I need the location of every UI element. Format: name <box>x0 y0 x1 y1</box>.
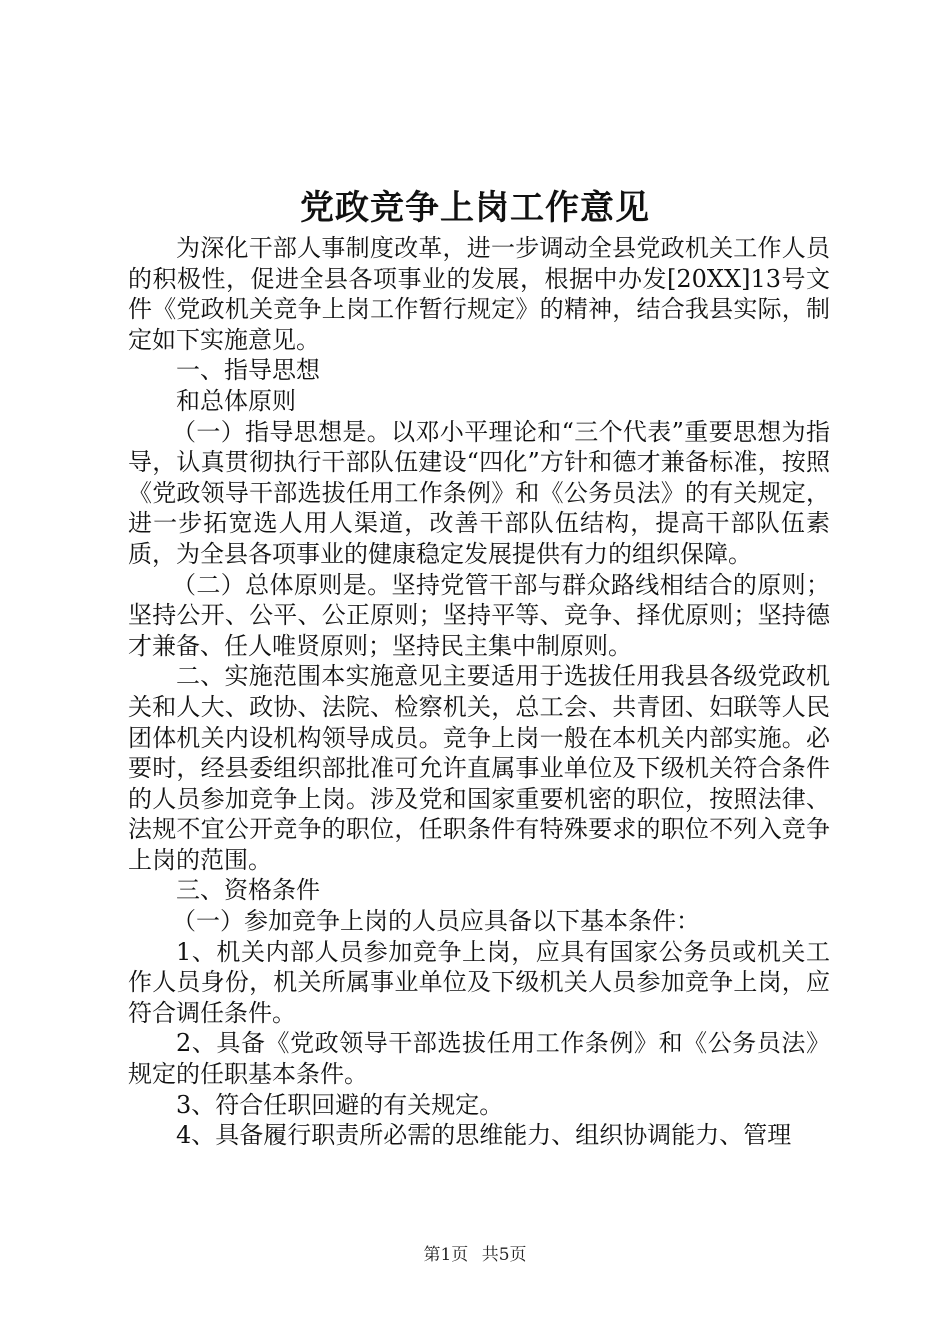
paragraph-guiding-thought: （一）指导思想是。以邓小平理论和“三个代表”重要思想为指导，认真贯彻执行干部队伍建设“四化”方针和德才兼备标准，按照《党政领导干部选拔任用工作条例》和《公务员法》的有关规定，进一步拓宽选人用人渠道，改善干部队伍结构，提高干部队伍素质，为全县各项事业的健康稳定发展提供有力的组织保障。 <box>128 417 830 568</box>
list-item-condition-1: 1、机关内部人员参加竞争上岗，应具有国家公务员或机关工作人员身份，机关所属事业单位及下级机关人员参加竞争上岗，应符合调任条件。 <box>128 937 830 1027</box>
paragraph-general-principles: （二）总体原则是。坚持党管干部与群众路线相结合的原则；坚持公开、公平、公正原则；坚持平等、竞争、择优原则；坚持德才兼备、任人唯贤原则；坚持民主集中制原则。 <box>128 570 830 660</box>
page-footer <box>0 1243 950 1267</box>
list-item-condition-2: 2、具备《党政领导干部选拔任用工作条例》和《公务员法》规定的任职基本条件。 <box>128 1029 830 1089</box>
intro-paragraph: 为深化干部人事制度改革，进一步调动全县党政机关工作人员的积极性，促进全县各项事业的发展，根据中办发[20XX]13号文件《党政机关竞争上岗工作暂行规定》的精神，结合我县实际，制定如下实施意见。 <box>128 234 830 354</box>
page-number-total: 共5页 <box>481 1245 527 1265</box>
paragraph-scope: 二、实施范围本实施意见主要适用于选拔任用我县各级党政机关和人大、政协、法院、检察机关，总工会、共青团、妇联等人民团体机关内设机构领导成员。竞争上岗一般在本机关内部实施。必要时，经县委组织部批准可允许直属事业单位及下级机关符合条件的人员参加竞争上岗。涉及党和国家重要机密的职位，按照法律、法规不宜公开竞争的职位，任职条件有特殊要求的职位不列入竞争上岗的范围。 <box>128 662 830 874</box>
section-heading-general-principles: 和总体原则 <box>176 386 296 415</box>
list-item-condition-4: 4、具备履行职责所必需的思维能力、组织协调能力、管理 <box>176 1121 792 1150</box>
document-body <box>128 233 830 1151</box>
document-title: 党政竞争上岗工作意见 <box>300 188 650 228</box>
paragraph-basic-conditions: （一）参加竞争上岗的人员应具备以下基本条件： <box>172 907 700 936</box>
section-heading-qualifications: 三、资格条件 <box>176 876 320 905</box>
section-heading-guiding-thought: 一、指导思想 <box>176 356 320 385</box>
page-number-current: 第1页 <box>423 1245 469 1265</box>
list-item-condition-3: 3、符合任职回避的有关规定。 <box>176 1090 504 1119</box>
